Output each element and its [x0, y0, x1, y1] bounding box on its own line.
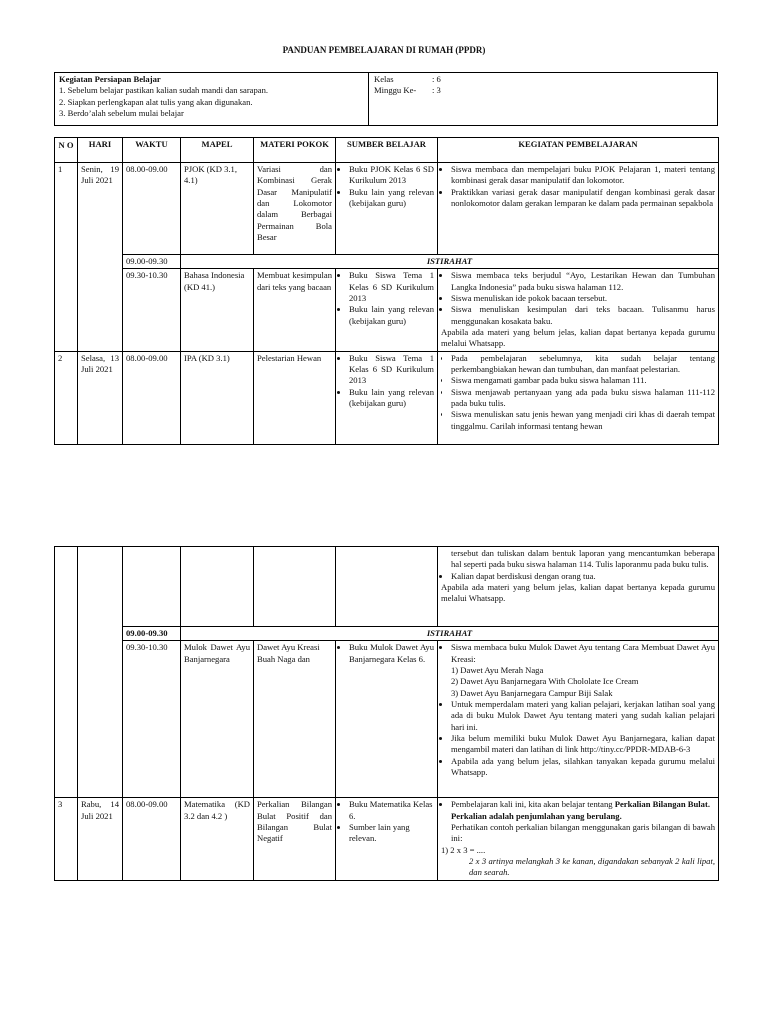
sumber-item: • Buku Siswa Tema 1 Kelas 6 SD Kurikulum 2013 — [349, 270, 434, 304]
header-mapel: MAPEL — [181, 138, 254, 163]
kegiatan-item: • Siswa membaca teks berjudul “Ayo, Lestarikan Hewan dan Tumbuhan Langka Indonesia” pada buku siswa halaman 112. — [451, 270, 715, 293]
row-sumber — [336, 798, 438, 880]
kreasi-item: 2) Dawet Ayu Banjarnegara With Chololate Ice Cream — [451, 676, 639, 687]
schedule-table-page2 — [54, 546, 719, 881]
sumber-item: • Buku PJOK Kelas 6 SD Kurikulum 2013 — [349, 164, 434, 187]
break-label: ISTIRAHAT — [181, 255, 719, 269]
preparation-box — [54, 72, 718, 126]
row-kegiatan — [438, 641, 719, 798]
row-materi: Membuat kesimpulan dari teks yang bacaan — [254, 269, 336, 351]
row-sumber — [336, 351, 438, 444]
row-mapel: Bahasa Indonesia (KD 41.) — [181, 269, 254, 351]
row-materi: Dawet Ayu Kreasi Buah Naga dan — [254, 641, 336, 798]
preparation-list — [55, 73, 369, 125]
kegiatan-item: • Siswa mengamati gambar pada buku siswa halaman 111. — [451, 375, 715, 386]
minggu-value: : 3 — [432, 85, 441, 96]
kegiatan-note: Apabila ada materi yang belum jelas, kalian dapat bertanya kepada gurumu melalui Whatsapp. — [441, 582, 715, 604]
row-waktu: 08.00-09.00 — [123, 798, 181, 880]
row-mapel: IPA (KD 3.1) — [181, 351, 254, 444]
sumber-item: • Buku lain yang relevan (kebijakan guru) — [349, 387, 434, 410]
continuation-row — [55, 547, 719, 627]
header-materi: MATERI POKOK — [254, 138, 336, 163]
intro-text: Pembelajaran kali ini, kita akan belajar tentang — [451, 799, 615, 810]
row-no: 2 — [55, 351, 78, 444]
row-no: 1 — [55, 163, 78, 352]
row-materi: Pelestarian Hewan — [254, 351, 336, 444]
preparation-item: 3. Berdo’alah sebelum mulai belajar — [59, 108, 184, 119]
row-waktu: 08.00-09.00 — [123, 163, 181, 255]
row-kegiatan — [438, 547, 719, 627]
table-row — [55, 351, 719, 444]
intro-topic: Perkalian Bilangan Bulat. — [614, 799, 710, 810]
row-kegiatan — [438, 798, 719, 880]
kegiatan-item: • Untuk memperdalam materi yang kalian pelajari, kerjakan latihan soal yang ada di buku Mulok Dawet Ayu tentang materi yang sudah kalian pelajari hari ini. — [451, 699, 715, 733]
row-sumber — [336, 163, 438, 255]
kegiatan-note: Apabila ada materi yang belum jelas, kalian dapat bertanya kepada gurumu melalui Whatsapp. — [441, 327, 715, 349]
row-materi: Perkalian Bilangan Bulat Positif dan Bilangan Bulat Negatif — [254, 798, 336, 880]
kegiatan-item: • Siswa membaca buku Mulok Dawet Ayu tentang Cara Membuat Dawet Ayu Kreasi: — [451, 642, 715, 665]
instruction: Perhatikan contoh perkalian bilangan menggunakan garis bilangan di bawah ini: — [451, 822, 715, 844]
header-sumber: SUMBER BELAJAR — [336, 138, 438, 163]
kegiatan-item — [451, 799, 715, 810]
row-waktu: 08.00-09.00 — [123, 351, 181, 444]
table-row — [55, 798, 719, 880]
sumber-item: • Buku lain yang relevan (kebijakan guru) — [349, 187, 434, 210]
table-row — [55, 163, 719, 255]
row-sumber — [336, 641, 438, 798]
row-no: 3 — [55, 798, 78, 880]
break-waktu: 09.00-09.30 — [123, 627, 181, 641]
kelas-label: Kelas — [374, 74, 394, 84]
row-waktu: 09.30-10.30 — [123, 269, 181, 351]
kegiatan-item: • Apabila ada yang belum jelas, silahkan tanyakan kepada gurumu melalui Whatsapp. — [451, 756, 715, 779]
row-mapel: PJOK (KD 3.1, 4.1) — [181, 163, 254, 255]
table-row — [55, 269, 719, 351]
sumber-item: • Buku Siswa Tema 1 Kelas 6 SD Kurikulum 2013 — [349, 353, 434, 387]
kelas-value: : 6 — [432, 74, 441, 84]
preparation-heading: Kegiatan Persiapan Belajar — [59, 74, 161, 84]
kegiatan-item: • Siswa menuliskan kesimpulan dari teks bacaan. Tulisanmu harus menggunakan kosakata baku. — [451, 304, 715, 327]
header-no: N O — [55, 138, 78, 163]
schedule-table-page1 — [54, 137, 719, 445]
row-materi: Variasi dan Kombinasi Gerak Dasar Manipulatif dan Lokomotor dalam Berbagai Permainan Bola Besar — [254, 163, 336, 255]
sumber-item: • Buku lain yang relevan (kebijakan guru) — [349, 304, 434, 327]
table-header-row — [55, 138, 719, 163]
sumber-item: • Sumber lain yang relevan. — [349, 822, 434, 845]
page-title: PANDUAN PEMBELAJARAN DI RUMAH (PPDR) — [282, 45, 486, 55]
row-mapel: Mulok Dawet Ayu Banjarnegara — [181, 641, 254, 798]
break-label: ISTIRAHAT — [181, 627, 719, 641]
sumber-item: • Buku Mulok Dawet Ayu Banjarnegara Kelas 6. — [349, 642, 434, 665]
row-hari: Selasa, 13 Juli 2021 — [78, 351, 123, 444]
break-row — [55, 627, 719, 641]
kegiatan-continued: tersebut dan tuliskan dalam bentuk laporan yang mencantumkan beberapa hal seperti pada buku siswa halaman 114. Tulis laporanmu pada buku tulis. — [451, 548, 715, 570]
break-waktu: 09.00-09.30 — [123, 255, 181, 269]
kegiatan-item: • Praktikkan variasi gerak dasar manipulatif dengan kombinasi gerak dasar nonlokomotor dalam gerakan lemparan ke dalam pada permainan sepakbola — [451, 187, 715, 210]
definition: Perkalian adalah penjumlahan yang berulang. — [451, 810, 622, 821]
header-hari: HARI — [78, 138, 123, 163]
break-row — [55, 255, 719, 269]
example: 1) 2 x 3 = .... — [441, 844, 486, 855]
kegiatan-item: • Kalian dapat berdiskusi dengan orang tua. — [451, 571, 715, 582]
kreasi-item: 1) Dawet Ayu Merah Naga — [451, 665, 544, 676]
table-row — [55, 641, 719, 798]
row-sumber — [336, 269, 438, 351]
row-hari: Senin, 19 Juli 2021 — [78, 163, 123, 352]
kegiatan-item: • Pada pembelajaran sebelumnya, kita sudah belajar tentang perkembangbiakan hewan dan tumbuhan, dan manfaat pelestarian. — [451, 353, 715, 376]
row-mapel: Matematika (KD 3.2 dan 4.2 ) — [181, 798, 254, 880]
header-waktu: WAKTU — [123, 138, 181, 163]
kegiatan-item: • Jika belum memiliki buku Mulok Dawet Ayu Banjarnegara, kalian dapat mengambil materi dan latihan di link http://tiny.cc/PPDR-MDAB-6-3 — [451, 733, 715, 756]
header-kegiatan: KEGIATAN PEMBELAJARAN — [438, 138, 719, 163]
row-kegiatan — [438, 269, 719, 351]
kegiatan-item: • Siswa menjawab pertanyaan yang ada pada buku siswa halaman 111-112 pada buku tulis. — [451, 387, 715, 410]
preparation-item: 1. Sebelum belajar pastikan kalian sudah mandi dan sarapan. — [59, 85, 269, 96]
kegiatan-item: • Siswa menuliskan ide pokok bacaan tersebut. — [451, 293, 715, 304]
row-hari: Rabu, 14 Juli 2021 — [78, 798, 123, 880]
sumber-item: • Buku Matematika Kelas 6. — [349, 799, 434, 822]
class-info — [370, 73, 445, 98]
kreasi-item: 3) Dawet Ayu Banjarnegara Campur Biji Salak — [451, 687, 613, 698]
kegiatan-item: • Siswa membaca dan mempelajari buku PJOK Pelajaran 1, materi tentang kombinasi gerak dasar manipulatif dan lokomotor. — [451, 164, 715, 187]
row-waktu: 09.30-10.30 — [123, 641, 181, 798]
preparation-item: 2. Siapkan perlengkapan alat tulis yang akan digunakan. — [59, 96, 253, 107]
kegiatan-item: • Siswa menuliskan satu jenis hewan yang menjadi ciri khas di daerah tempat tinggalmu. Carilah informasi tentang hewan — [451, 409, 715, 432]
row-kegiatan — [438, 351, 719, 444]
row-kegiatan — [438, 163, 719, 255]
minggu-label: Minggu Ke- — [374, 85, 417, 96]
example-note: 2 x 3 artinya melangkah 3 ke kanan, digandakan sebanyak 2 kali lipat, dan searah. — [469, 856, 715, 878]
